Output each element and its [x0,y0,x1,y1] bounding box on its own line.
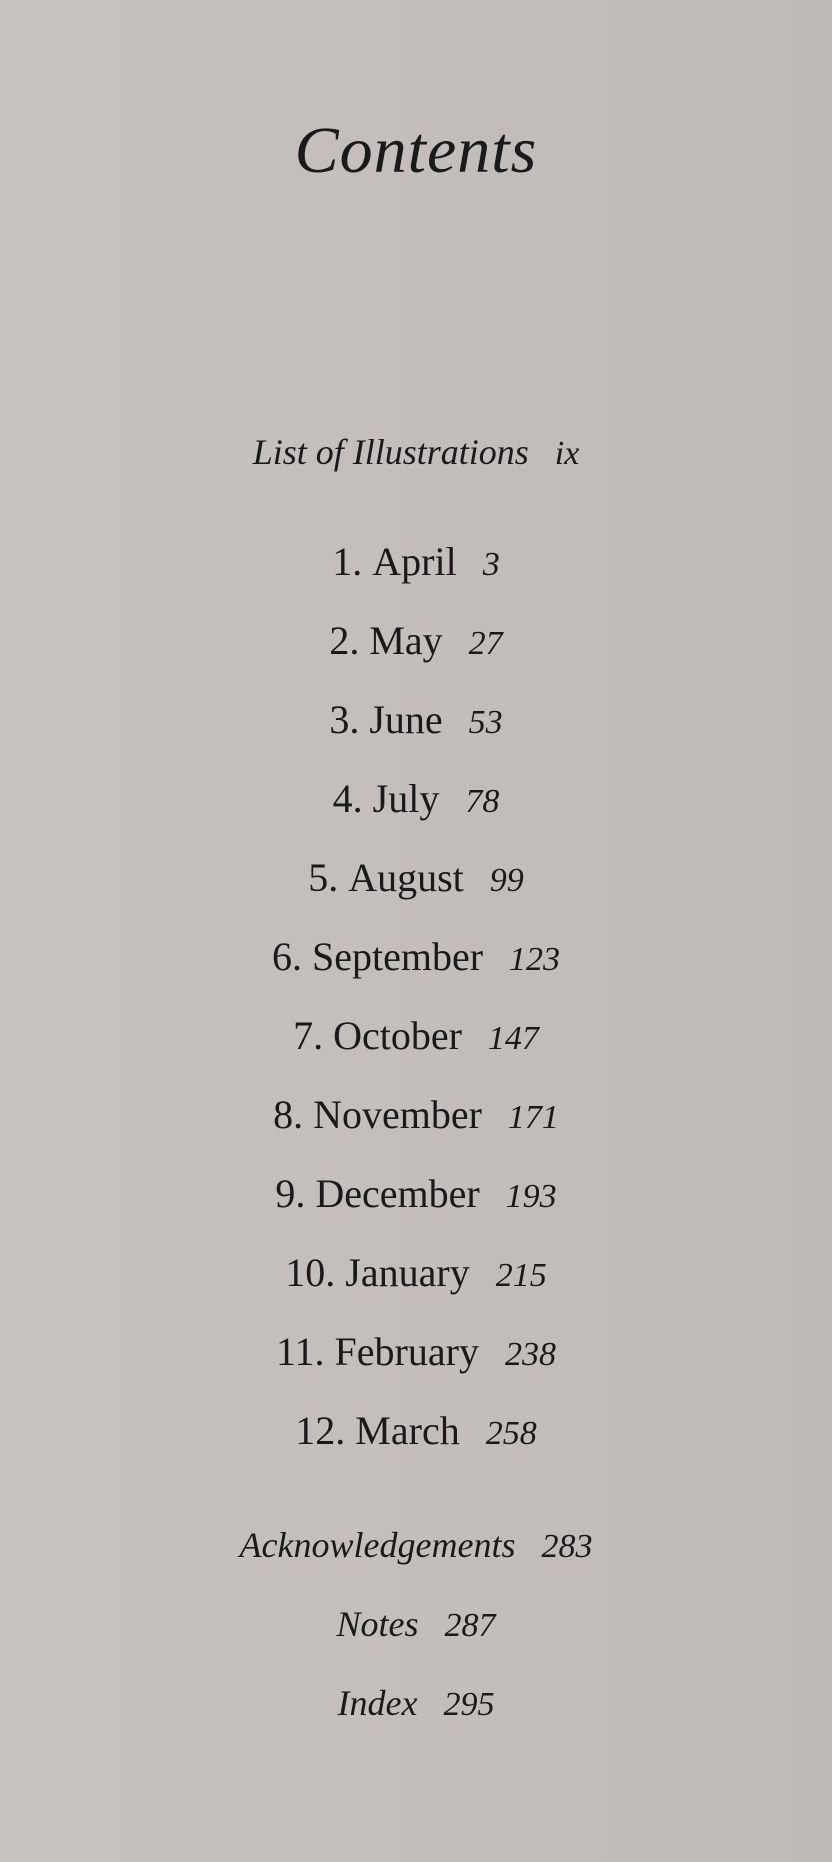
toc-entry-label: Index [337,1683,418,1723]
toc-entry-label: Acknowledgements [239,1525,516,1565]
chapter-number: 10. [285,1250,336,1295]
chapter-title: July [372,776,440,821]
toc-entry-page: 287 [444,1607,496,1644]
chapter-number: 8. [273,1092,304,1137]
toc-entry-page: 53 [468,704,503,741]
toc-entry-page: 3 [482,546,500,583]
chapter-title: May [369,618,443,663]
toc-entry-page: ix [554,435,580,472]
toc-entry-page: 258 [485,1415,537,1452]
chapter-title: October [333,1013,462,1058]
toc-entry-acknowledgements[interactable] [0,1527,832,1564]
chapter-title: January [345,1250,470,1295]
chapter-title: August [348,855,464,900]
toc-entry-page: 171 [507,1099,559,1136]
toc-entry-index[interactable] [0,1685,832,1722]
toc-entry-page: 27 [468,625,503,662]
toc-entry-chapter-2[interactable] [0,618,832,663]
toc-entry-page: 99 [489,862,524,899]
toc-entry-page: 283 [541,1528,593,1565]
chapter-title: September [311,934,484,979]
toc-entry-chapter-7[interactable] [0,1013,832,1058]
toc-entry-chapter-8[interactable] [0,1092,832,1137]
toc-entry-chapter-5[interactable] [0,855,832,900]
toc-entry-page: 295 [443,1686,495,1723]
chapter-title: November [313,1092,482,1137]
chapter-number: 5. [308,855,339,900]
chapter-title: March [355,1408,460,1453]
toc-entry-page: 215 [495,1257,547,1294]
chapter-number: 4. [332,776,363,821]
toc-entry-chapter-9[interactable] [0,1171,832,1216]
chapter-number: 9. [275,1171,306,1216]
chapter-title: February [334,1329,479,1374]
toc-entry-chapter-4[interactable] [0,776,832,821]
chapter-title: December [315,1171,480,1216]
toc-entry-chapter-1[interactable] [0,539,832,584]
chapter-number: 3. [329,697,360,742]
chapter-number: 11. [276,1329,325,1374]
toc-entry-label: List of Illustrations [252,432,529,472]
chapter-number: 12. [295,1408,346,1453]
toc-entry-list-of-illustrations[interactable] [0,434,832,471]
toc-entry-page: 238 [504,1336,556,1373]
chapter-title: June [369,697,443,742]
toc-entry-notes[interactable] [0,1606,832,1643]
toc-entry-chapter-11[interactable] [0,1329,832,1374]
toc-entry-chapter-10[interactable] [0,1250,832,1295]
toc-entry-page: 147 [487,1020,539,1057]
toc-entry-chapter-12[interactable] [0,1408,832,1453]
toc-entry-page: 193 [505,1178,557,1215]
toc-entry-page: 123 [509,941,561,978]
chapter-number: 2. [329,618,360,663]
toc-entry-label: Notes [336,1604,419,1644]
chapter-number: 1. [332,539,363,584]
toc-entry-page: 78 [465,783,500,820]
page-title: Contents [294,114,538,187]
toc-entry-chapter-3[interactable] [0,697,832,742]
chapter-title: April [372,539,457,584]
chapter-number: 7. [293,1013,324,1058]
chapter-number: 6. [271,934,302,979]
toc-entry-chapter-6[interactable] [0,934,832,979]
